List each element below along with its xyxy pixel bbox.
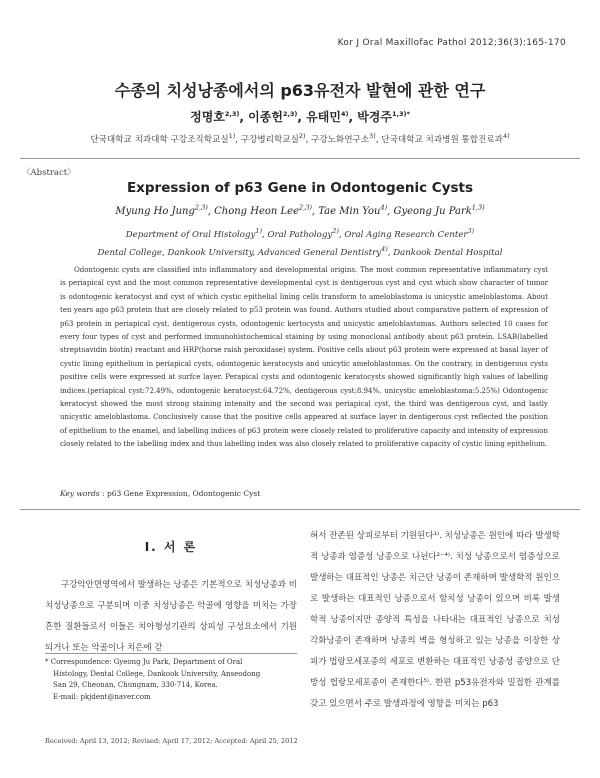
korean-title: 수종의 치성낭종에서의 p63유전자 발현에 관한 연구 (114, 81, 486, 100)
korean-affiliations: 단국대학교 치과대학 구강조직학교실$^{1)}$, 구강병리학교실$^{2)}$, 구강노화연구소$^{3)}$, 단국대학교 치과병원 통합진료과$^{4)}$ (90, 132, 510, 145)
abstract-divider (20, 509, 580, 510)
right-column (310, 526, 560, 715)
english-author: Tae Min You$^{4)}$ (318, 203, 388, 217)
english-author: Myung Ho Jung$^{2,3)}$ (115, 203, 208, 217)
english-author: Chong Heon Lee$^{2,3)}$ (214, 203, 312, 217)
english-title: Expression of p63 Gene in Odontogenic Cysts (126, 180, 474, 196)
footnote-email: E-mail: pkjdent@naver.com (53, 692, 151, 701)
right-column-text: 혀서 잔존된 상피로부터 기원된다¹⁾. 치성낭종은 원인에 따라 발생학적 낭종과 염증성 낭종으로 나뉜다²⁻⁴⁾. 치성 낭종으로서 염증성으로 발생하는 대표적인 낭종은 치근단 낭종이 존재하며 발생학적 원인으로 발생하는 대표적인 낭종으로서 함치성 낭종이 있으며 비록 발생학적 낭종이지만 종양적 특성을 나타내는 대표적인 낭종으로 치성 각화낭종이 존재하며 낭종의 벽을 형성하고 있는 낭종을 이장한 상피가 법랑모세포종의 세포로 변환하는 대표적인 낭종성 종양으로 단방성 법랑모세포종이 존재한다⁵⁾. 한편 p53유전자와 밀접한 관계를 갖고 있으면서 주로 발생과정에 영향을 미치는 p63 (310, 531, 560, 709)
korean-authors: 정명호$^{2,3)}$, 이종헌$^{2,3)}$, 유태민$^{4)}$, 박경주$^{1,3)*}$ (190, 110, 410, 124)
left-column (45, 526, 297, 659)
top-divider (20, 158, 580, 159)
korean-author: 정명호$^{2,3)}$ (190, 110, 240, 124)
keywords-text: p63 Gene Expression, Odontogenic Cyst (106, 489, 261, 498)
korean-affiliation: 구강노화연구소$^{3)}$ (311, 132, 376, 145)
received-dates: Received: April 13, 2012; Revised: April 17, 2012; Accepted: April 25, 2012 (45, 737, 298, 745)
english-authors: Myung Ho Jung$^{2,3)}$, Chong Heon Lee$^{2,3)}$, Tae Min You$^{4)}$, Gyeong Ju Park$^{1,3)}$ (115, 203, 485, 217)
footnote-divider (45, 653, 297, 654)
abstract-body: Odontogenic cysts are classified into inflammatory and developmental origins. The most common representative inflammatory cyst is periapical cyst and the most common representative developmental cyst is dentigerous cyst and cyst which show character of tumor is odontogenic keratocyst and cyst of which cystic epithelial lining cells transform to ameloblastoma is unicystic ameloblastoma. About ten years ago p63 protein that are closely related to p53 protein was found. Authors studied about comparative pattern of expression of p63 protein in periapical cyst, dentigerous cysts, odontogenic kertocysts and unicystic ameloblastomas. Authors selected 10 cases for every four types of cyst and performed immunohistochemical staining by using monoclonal antibody about p63 protein. LSAB(labelled streptoavidin biotin) reactant and HRP(horse raish peroxidase) system. Positive cells about p63 protein were expressed at basal layer of cystic lining epithelium in periapical cysts, odontogenic keratocysts and unicytic ameloblastomas. On the contrary, in dentigerous cysts positive cells were expressed at surfce layer. Perapical cysts and odontogenic keratocysts showed significantly high values of labelling indices.(periapical cyst:72.49%, odontogenic keratocyst:64.72%, dentigerous cyst:8.94%, unicystic ameloblastoma:5.25%) Odontogenic keratocyst showed the most strong staining intensity and the second was periapical cyst, the third was dentigerous cyst, and lastly unicystic ameloblastoma. Conclusively cause that the positive cells appeared at surface layer in dentigerous cyst reflected the position of epithelium to the enamel, and labelling indices of p63 protein were closely related to proliferative capacity and intensity of expression closely related to the labelling index and thus labelling index was also closely related to proliferative capacity of cystic lining epithelium. (60, 266, 548, 449)
english-affil-line: Department of Oral Histology$^{1)}$, Oral Pathology$^{2)}$, Oral Aging Research Center$^{3)}$ (125, 227, 475, 240)
abstract-tag: 〈Abstract〉 (22, 168, 76, 178)
korean-affiliation: 구강병리학교실$^{2)}$ (240, 132, 306, 145)
keywords-label: Key words (60, 489, 100, 498)
footnote-line: San 29, Cheonan, Chungnam, 330-714, Korea. (53, 681, 218, 690)
keywords: Key words : p63 Gene Expression, Odontogenic Cyst (60, 489, 261, 498)
correspondence-footnote (45, 657, 297, 703)
english-affil-line: Dental College, Dankook University, Advanced General Dentistry$^{4)}$, Dankook Dental Hospital (97, 245, 503, 258)
korean-author: 박경주$^{1,3)*}$ (357, 110, 410, 124)
korean-author: 유태민$^{4)}$ (306, 110, 349, 124)
korean-affiliation: 단국대학교 치과대학 구강조직학교실$^{1)}$ (90, 132, 236, 145)
english-affiliations (0, 226, 600, 262)
footnote-line: * Correspondence: Gyeong Ju Park, Department of Oral (45, 658, 243, 666)
english-author: Gyeong Ju Park$^{1,3)}$ (393, 203, 485, 217)
section-heading: Ⅰ. 서 론 (144, 540, 198, 554)
korean-affiliation: 단국대학교 치과병원 통합진료과$^{4)}$ (381, 132, 510, 145)
left-column-text: 구강악안면영역에서 발생하는 낭종은 기본적으로 치성낭종과 비치성낭종으로 구분되며 이중 치성낭종은 악골에 영향을 미치는 가장 흔한 질환들로서 이들은 치아형성기관의 상피성 구성요소에서 기원되거나 또는 악골이나 치은에 갇 (45, 580, 297, 653)
korean-author: 이종헌$^{2,3)}$ (248, 110, 298, 124)
footnote-line: Histology, Dental College, Dankook University, Anseodong (53, 669, 261, 678)
journal-header: Kor J Oral Maxillofac Pathol 2012;36(3):165-170 (337, 38, 566, 48)
